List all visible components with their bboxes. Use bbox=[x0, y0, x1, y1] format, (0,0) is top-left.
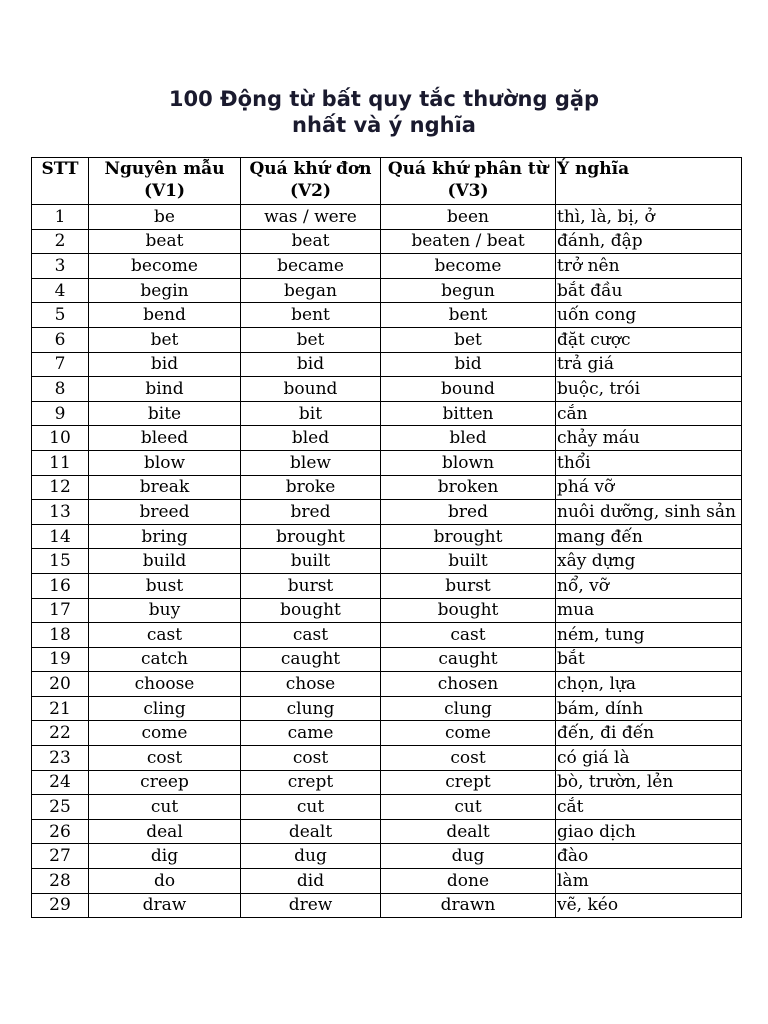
cell-v2: was / were bbox=[241, 205, 381, 230]
table-row bbox=[32, 377, 742, 402]
table-row bbox=[32, 746, 742, 771]
table-row bbox=[32, 352, 742, 377]
cell-v3: bled bbox=[381, 426, 556, 451]
cell-stt: 20 bbox=[32, 672, 89, 697]
cell-v1: choose bbox=[89, 672, 241, 697]
cell-v2: began bbox=[241, 278, 381, 303]
table-row bbox=[32, 623, 742, 648]
cell-v3: caught bbox=[381, 647, 556, 672]
cell-stt: 6 bbox=[32, 327, 89, 352]
cell-stt: 8 bbox=[32, 377, 89, 402]
cell-v2: drew bbox=[241, 893, 381, 918]
cell-v1: bid bbox=[89, 352, 241, 377]
cell-meaning: buộc, trói bbox=[556, 377, 742, 402]
cell-meaning: ném, tung bbox=[556, 623, 742, 648]
cell-v1: bite bbox=[89, 401, 241, 426]
cell-stt: 1 bbox=[32, 205, 89, 230]
table-row bbox=[32, 647, 742, 672]
cell-v2: cut bbox=[241, 795, 381, 820]
table-row bbox=[32, 844, 742, 869]
cell-stt: 17 bbox=[32, 598, 89, 623]
title-line-1: 100 Động từ bất quy tắc thường gặp bbox=[168, 87, 600, 111]
cell-v3: dug bbox=[381, 844, 556, 869]
header-meaning: Ý nghĩa bbox=[556, 158, 742, 205]
cell-stt: 11 bbox=[32, 450, 89, 475]
header-v1: Nguyên mẫu (V1) bbox=[89, 158, 241, 205]
cell-v3: cast bbox=[381, 623, 556, 648]
cell-v1: deal bbox=[89, 819, 241, 844]
table-row bbox=[32, 524, 742, 549]
table-row bbox=[32, 819, 742, 844]
cell-v1: breed bbox=[89, 500, 241, 525]
cell-stt: 3 bbox=[32, 254, 89, 279]
cell-v1: beat bbox=[89, 229, 241, 254]
cell-meaning: bám, dính bbox=[556, 696, 742, 721]
title-line-2: nhất và ý nghĩa bbox=[292, 113, 476, 137]
cell-meaning: cắt bbox=[556, 795, 742, 820]
cell-v3: bitten bbox=[381, 401, 556, 426]
cell-v2: bled bbox=[241, 426, 381, 451]
cell-meaning: trở nên bbox=[556, 254, 742, 279]
cell-v3: drawn bbox=[381, 893, 556, 918]
cell-stt: 19 bbox=[32, 647, 89, 672]
table-row bbox=[32, 475, 742, 500]
table-row bbox=[32, 254, 742, 279]
cell-v1: be bbox=[89, 205, 241, 230]
cell-v2: became bbox=[241, 254, 381, 279]
cell-stt: 23 bbox=[32, 746, 89, 771]
cell-stt: 13 bbox=[32, 500, 89, 525]
cell-v2: dealt bbox=[241, 819, 381, 844]
cell-meaning: thổi bbox=[556, 450, 742, 475]
cell-v3: beaten / beat bbox=[381, 229, 556, 254]
table-row bbox=[32, 401, 742, 426]
cell-meaning: thì, là, bị, ở bbox=[556, 205, 742, 230]
cell-stt: 25 bbox=[32, 795, 89, 820]
cell-meaning: có giá là bbox=[556, 746, 742, 771]
table-row bbox=[32, 721, 742, 746]
cell-meaning: đánh, đập bbox=[556, 229, 742, 254]
cell-v2: bought bbox=[241, 598, 381, 623]
cell-stt: 26 bbox=[32, 819, 89, 844]
cell-v3: bred bbox=[381, 500, 556, 525]
cell-v1: bleed bbox=[89, 426, 241, 451]
table-row bbox=[32, 598, 742, 623]
cell-stt: 14 bbox=[32, 524, 89, 549]
cell-v2: cost bbox=[241, 746, 381, 771]
cell-v1: creep bbox=[89, 770, 241, 795]
cell-meaning: đến, đi đến bbox=[556, 721, 742, 746]
cell-v3: come bbox=[381, 721, 556, 746]
cell-meaning: chọn, lựa bbox=[556, 672, 742, 697]
cell-meaning: nổ, vỡ bbox=[556, 573, 742, 598]
cell-v2: broke bbox=[241, 475, 381, 500]
cell-v2: caught bbox=[241, 647, 381, 672]
table-row bbox=[32, 893, 742, 918]
cell-v1: draw bbox=[89, 893, 241, 918]
cell-v1: buy bbox=[89, 598, 241, 623]
cell-v1: do bbox=[89, 869, 241, 894]
cell-v2: bit bbox=[241, 401, 381, 426]
cell-v1: build bbox=[89, 549, 241, 574]
cell-meaning: vẽ, kéo bbox=[556, 893, 742, 918]
cell-meaning: bắt bbox=[556, 647, 742, 672]
cell-meaning: đặt cược bbox=[556, 327, 742, 352]
cell-v3: bound bbox=[381, 377, 556, 402]
cell-v3: clung bbox=[381, 696, 556, 721]
cell-meaning: phá vỡ bbox=[556, 475, 742, 500]
table-row bbox=[32, 500, 742, 525]
cell-meaning: bắt đầu bbox=[556, 278, 742, 303]
cell-meaning: cắn bbox=[556, 401, 742, 426]
cell-v1: bring bbox=[89, 524, 241, 549]
cell-v2: blew bbox=[241, 450, 381, 475]
cell-v2: built bbox=[241, 549, 381, 574]
cell-v3: done bbox=[381, 869, 556, 894]
cell-meaning: bò, trườn, lẻn bbox=[556, 770, 742, 795]
cell-v1: cast bbox=[89, 623, 241, 648]
cell-v1: bind bbox=[89, 377, 241, 402]
cell-meaning: mang đến bbox=[556, 524, 742, 549]
cell-v3: been bbox=[381, 205, 556, 230]
cell-stt: 2 bbox=[32, 229, 89, 254]
cell-v3: brought bbox=[381, 524, 556, 549]
table-row bbox=[32, 549, 742, 574]
cell-meaning: nuôi dưỡng, sinh sản bbox=[556, 500, 742, 525]
table-row bbox=[32, 795, 742, 820]
cell-v3: bent bbox=[381, 303, 556, 328]
cell-meaning: chảy máu bbox=[556, 426, 742, 451]
table-body bbox=[32, 205, 742, 918]
table-row bbox=[32, 205, 742, 230]
cell-v1: cost bbox=[89, 746, 241, 771]
table-row bbox=[32, 327, 742, 352]
document-title bbox=[0, 86, 768, 138]
cell-stt: 18 bbox=[32, 623, 89, 648]
cell-v3: crept bbox=[381, 770, 556, 795]
cell-v3: blown bbox=[381, 450, 556, 475]
table-row bbox=[32, 672, 742, 697]
cell-v2: bet bbox=[241, 327, 381, 352]
cell-v1: dig bbox=[89, 844, 241, 869]
cell-stt: 7 bbox=[32, 352, 89, 377]
header-v2: Quá khứ đơn (V2) bbox=[241, 158, 381, 205]
cell-v2: dug bbox=[241, 844, 381, 869]
cell-stt: 15 bbox=[32, 549, 89, 574]
cell-v3: cost bbox=[381, 746, 556, 771]
header-stt: STT bbox=[32, 158, 89, 205]
cell-meaning: mua bbox=[556, 598, 742, 623]
cell-v3: dealt bbox=[381, 819, 556, 844]
cell-meaning: xây dựng bbox=[556, 549, 742, 574]
cell-v3: bought bbox=[381, 598, 556, 623]
cell-v2: cast bbox=[241, 623, 381, 648]
cell-v2: bent bbox=[241, 303, 381, 328]
cell-v2: burst bbox=[241, 573, 381, 598]
cell-v1: come bbox=[89, 721, 241, 746]
cell-v2: bred bbox=[241, 500, 381, 525]
cell-v3: bet bbox=[381, 327, 556, 352]
header-v3: Quá khứ phân từ (V3) bbox=[381, 158, 556, 205]
cell-stt: 16 bbox=[32, 573, 89, 598]
cell-v2: chose bbox=[241, 672, 381, 697]
cell-meaning: làm bbox=[556, 869, 742, 894]
cell-v2: came bbox=[241, 721, 381, 746]
cell-v3: broken bbox=[381, 475, 556, 500]
cell-stt: 21 bbox=[32, 696, 89, 721]
cell-v2: did bbox=[241, 869, 381, 894]
irregular-verbs-table bbox=[31, 157, 742, 918]
table-row bbox=[32, 770, 742, 795]
cell-stt: 4 bbox=[32, 278, 89, 303]
cell-v1: blow bbox=[89, 450, 241, 475]
cell-v3: chosen bbox=[381, 672, 556, 697]
cell-v2: brought bbox=[241, 524, 381, 549]
cell-stt: 9 bbox=[32, 401, 89, 426]
cell-stt: 29 bbox=[32, 893, 89, 918]
cell-v1: break bbox=[89, 475, 241, 500]
table-row bbox=[32, 303, 742, 328]
cell-v1: cling bbox=[89, 696, 241, 721]
cell-v1: catch bbox=[89, 647, 241, 672]
table-row bbox=[32, 426, 742, 451]
cell-v3: cut bbox=[381, 795, 556, 820]
cell-meaning: giao dịch bbox=[556, 819, 742, 844]
cell-v2: bid bbox=[241, 352, 381, 377]
cell-v1: cut bbox=[89, 795, 241, 820]
cell-v2: beat bbox=[241, 229, 381, 254]
cell-v2: crept bbox=[241, 770, 381, 795]
cell-v3: built bbox=[381, 549, 556, 574]
cell-stt: 27 bbox=[32, 844, 89, 869]
table-row bbox=[32, 450, 742, 475]
cell-v3: bid bbox=[381, 352, 556, 377]
cell-v2: bound bbox=[241, 377, 381, 402]
cell-v3: burst bbox=[381, 573, 556, 598]
cell-v1: bet bbox=[89, 327, 241, 352]
table-row bbox=[32, 573, 742, 598]
cell-v3: begun bbox=[381, 278, 556, 303]
cell-stt: 24 bbox=[32, 770, 89, 795]
cell-meaning: uốn cong bbox=[556, 303, 742, 328]
cell-stt: 5 bbox=[32, 303, 89, 328]
table-row bbox=[32, 229, 742, 254]
cell-v3: become bbox=[381, 254, 556, 279]
cell-v1: bend bbox=[89, 303, 241, 328]
cell-stt: 10 bbox=[32, 426, 89, 451]
cell-stt: 28 bbox=[32, 869, 89, 894]
table-header-row bbox=[32, 158, 742, 205]
table-row bbox=[32, 869, 742, 894]
cell-meaning: trả giá bbox=[556, 352, 742, 377]
cell-v1: bust bbox=[89, 573, 241, 598]
table-row bbox=[32, 696, 742, 721]
cell-stt: 22 bbox=[32, 721, 89, 746]
table-row bbox=[32, 278, 742, 303]
cell-meaning: đào bbox=[556, 844, 742, 869]
cell-v2: clung bbox=[241, 696, 381, 721]
cell-v1: begin bbox=[89, 278, 241, 303]
cell-stt: 12 bbox=[32, 475, 89, 500]
cell-v1: become bbox=[89, 254, 241, 279]
